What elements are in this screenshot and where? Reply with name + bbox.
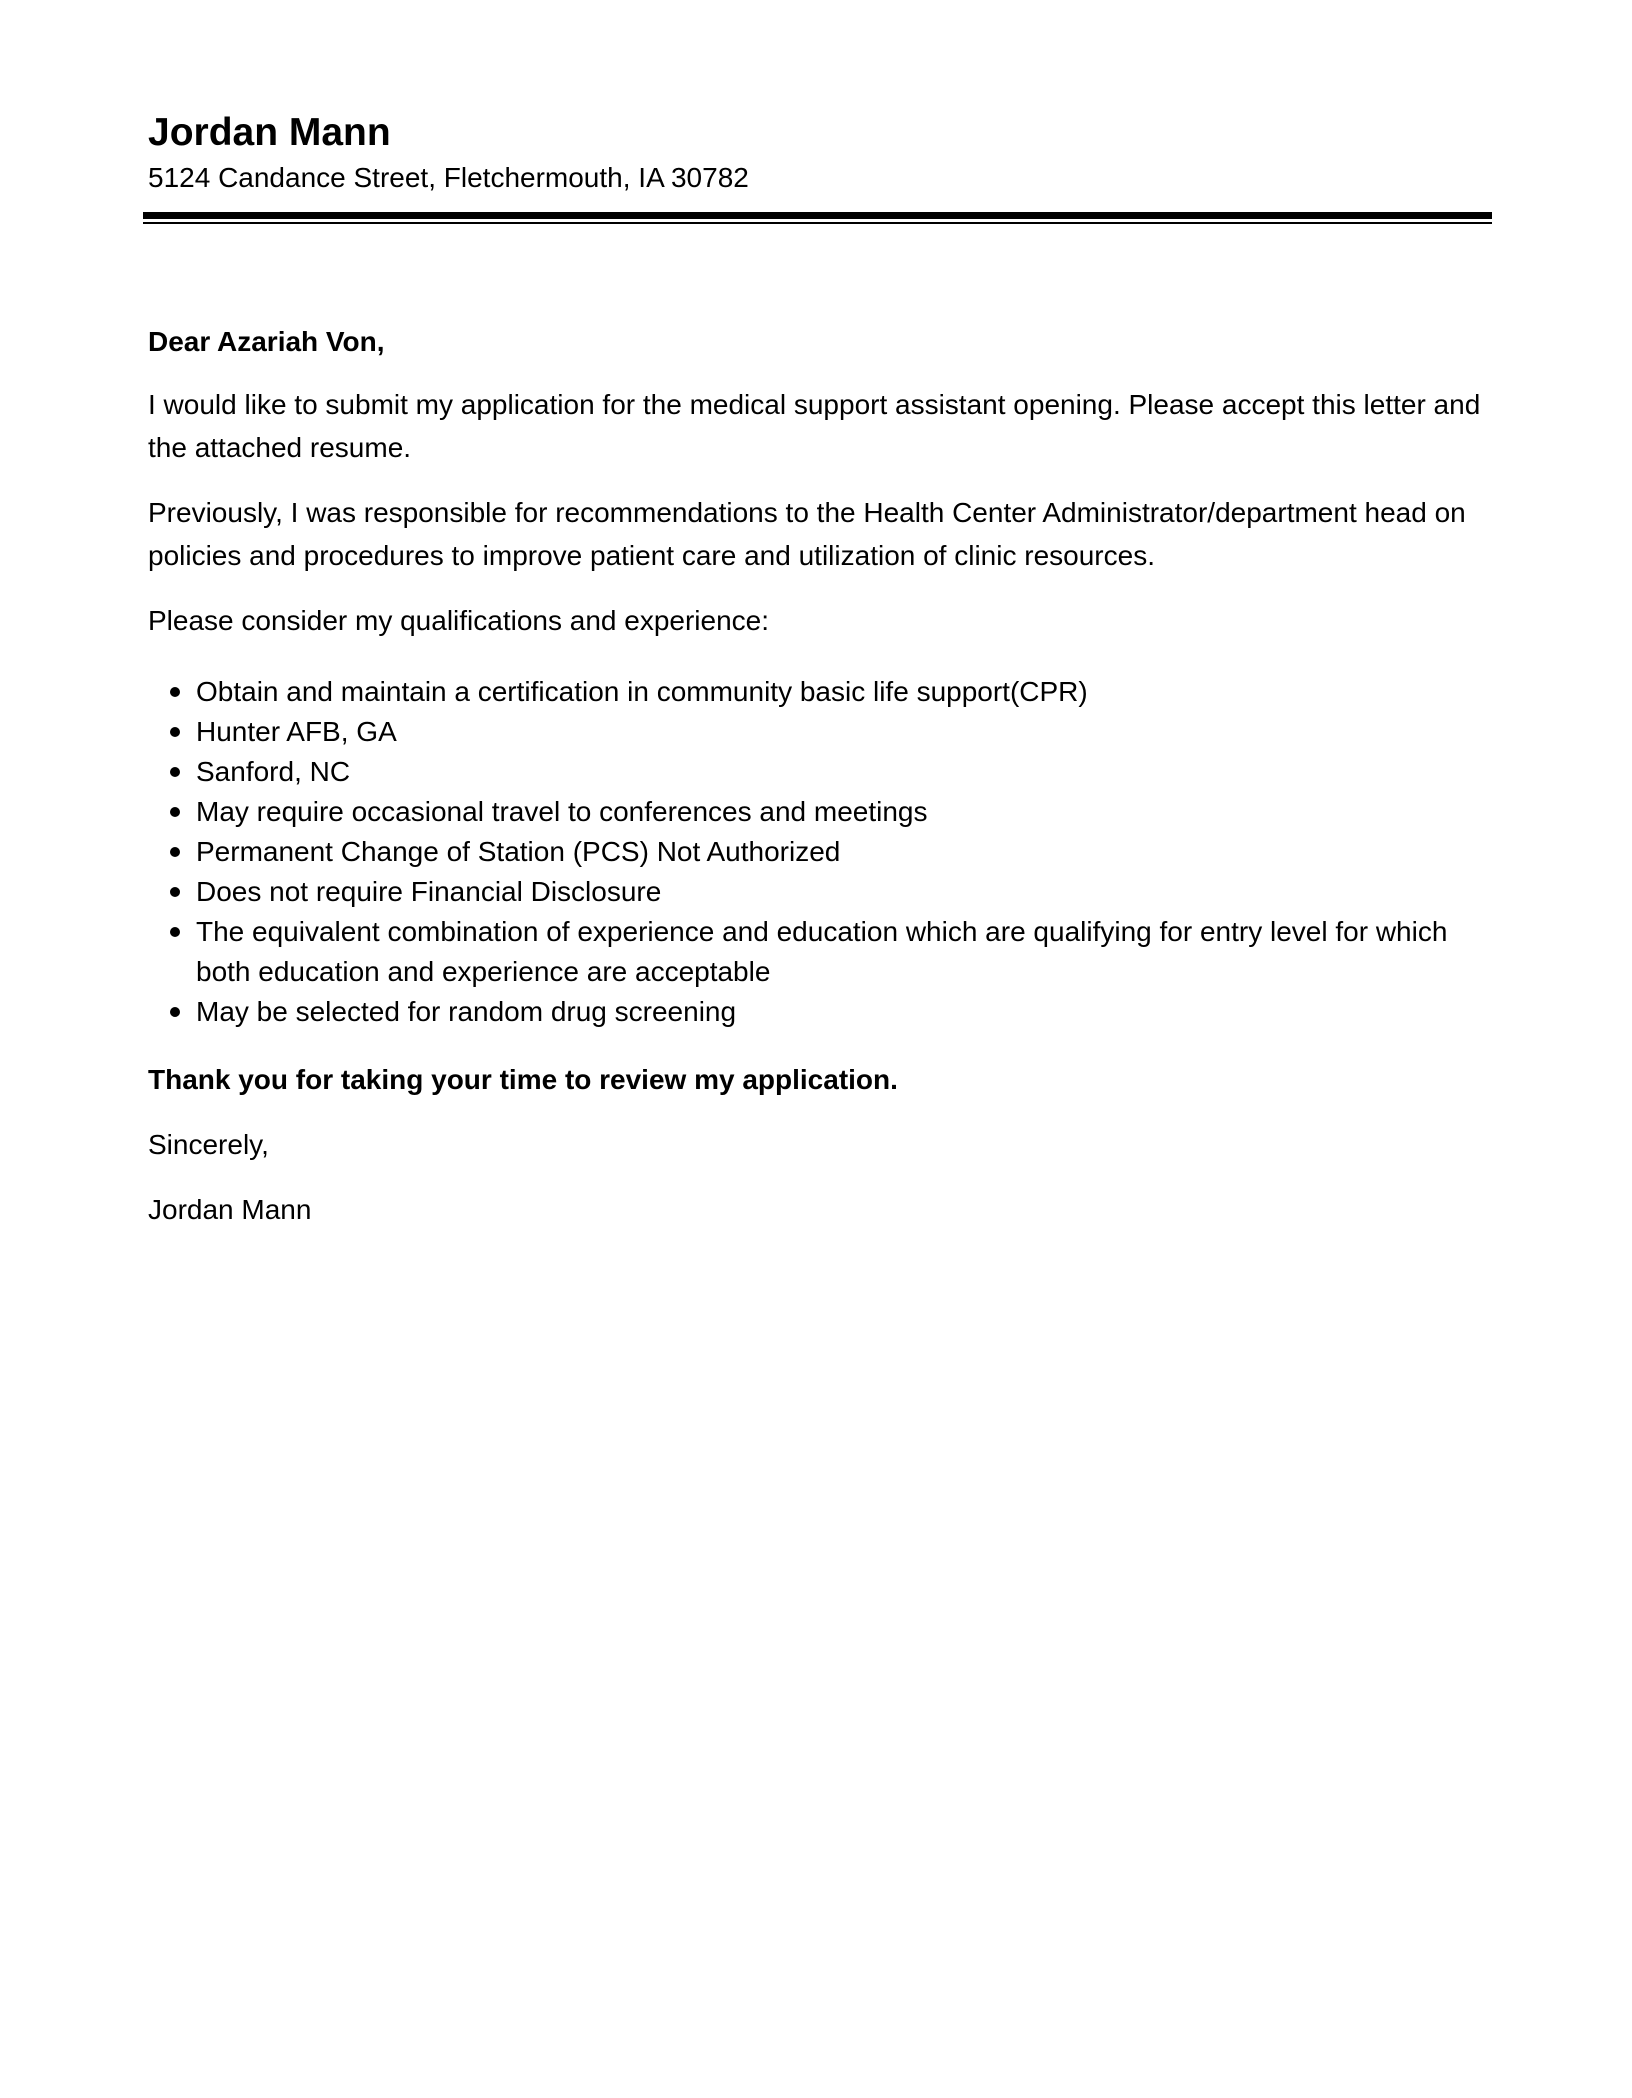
list-item (148, 792, 1488, 832)
qualifications-list (148, 672, 1488, 1032)
list-item-text: Obtain and maintain a certification in community basic life support(CPR) (196, 676, 1088, 707)
valediction: Sincerely, (148, 1129, 269, 1160)
letter-body (148, 320, 1488, 1253)
signature-name: Jordan Mann (148, 1194, 312, 1225)
salutation: Dear Azariah Von, (148, 326, 385, 357)
list-item-text: Permanent Change of Station (PCS) Not Authorized (196, 836, 841, 867)
bullet-icon (170, 727, 180, 737)
bullet-icon (170, 767, 180, 777)
list-item (148, 832, 1488, 872)
closing-line: Thank you for taking your time to review my application. (148, 1064, 898, 1095)
bullet-icon (170, 807, 180, 817)
paragraph-experience: Previously, I was responsible for recommendations to the Health Center Administrator/department head on policies and procedures to improve patient care and utilization of clinic resources. (148, 497, 1466, 571)
bullet-icon (170, 687, 180, 697)
list-item (148, 712, 1488, 752)
list-item (148, 872, 1488, 912)
sender-name: Jordan Mann (148, 111, 391, 154)
list-item-text: May require occasional travel to conferences and meetings (196, 796, 928, 827)
list-item (148, 752, 1488, 792)
sender-address: 5124 Candance Street, Fletchermouth, IA 30782 (148, 162, 749, 193)
bullet-icon (170, 1007, 180, 1017)
list-item (148, 992, 1488, 1032)
header-divider-thin (143, 222, 1492, 224)
bullet-icon (170, 887, 180, 897)
list-item-text: Sanford, NC (196, 756, 351, 787)
list-item-text: Does not require Financial Disclosure (196, 876, 662, 907)
list-item-text: May be selected for random drug screening (196, 996, 737, 1027)
list-item-text: The equivalent combination of experience and education which are qualifying for entry level for which both education and experience are acceptable (196, 916, 1448, 987)
paragraph-intro: I would like to submit my application for the medical support assistant opening. Please accept this letter and the attached resume. (148, 389, 1481, 463)
letter-header (148, 108, 1488, 198)
header-divider-thick (143, 212, 1492, 219)
list-item (148, 672, 1488, 712)
qualifications-intro: Please consider my qualifications and experience: (148, 605, 770, 636)
bullet-icon (170, 847, 180, 857)
bullet-icon (170, 927, 180, 937)
list-item (148, 912, 1488, 992)
list-item-text: Hunter AFB, GA (196, 716, 397, 747)
